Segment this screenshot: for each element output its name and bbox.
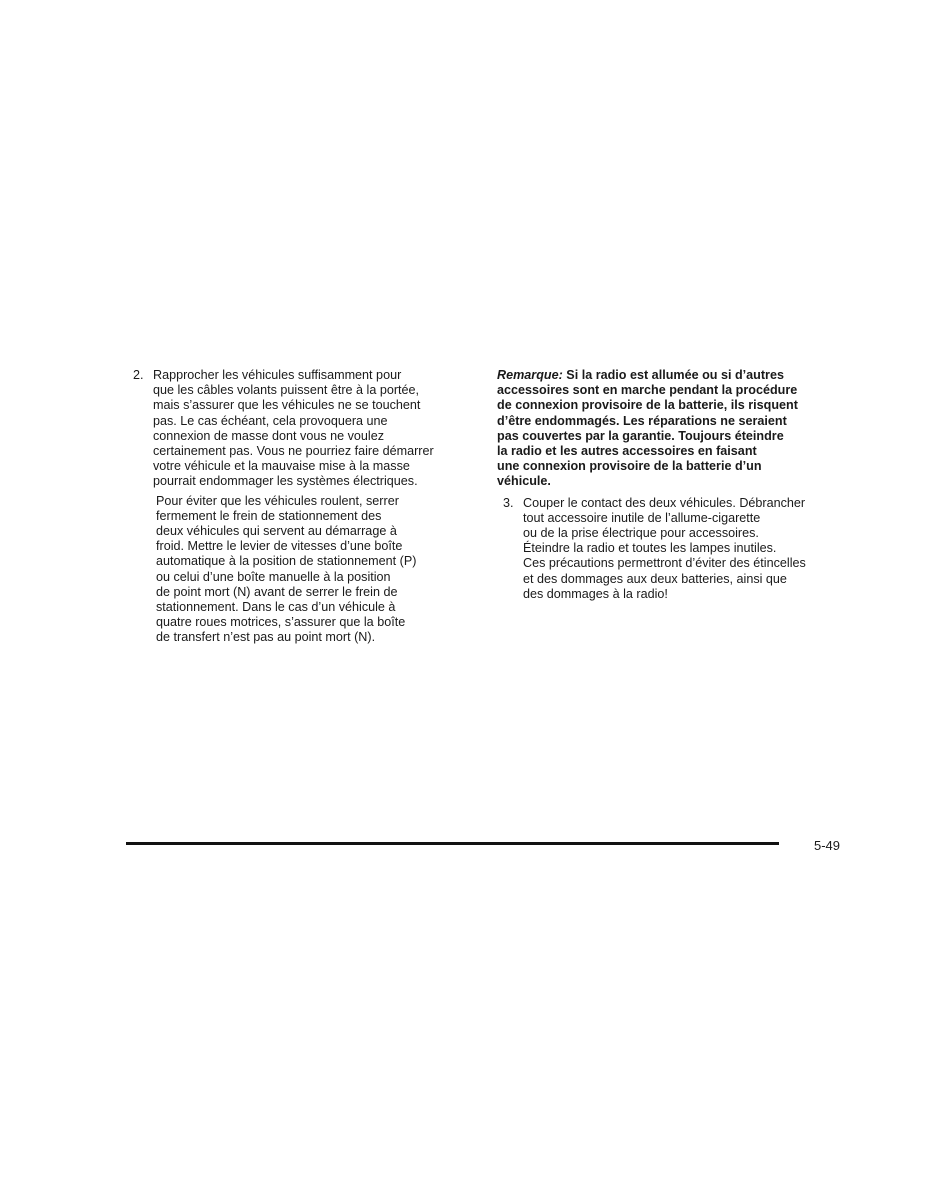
notice-block: [497, 368, 842, 490]
page-number: 5-49: [814, 838, 841, 853]
footer-rule: [126, 842, 779, 845]
list-item-2: [133, 368, 468, 490]
notice-label: Remarque:: [497, 368, 563, 382]
notice-text: Si la radio est allumée ou si d’autres accessoires sont en marche pendant la procédure de connexion provisoire de la batterie, ils risquent d’être endommagés. Les réparations ne seraient pas couvertes par la garantie. Toujours éteindre la radio et les autres accessoires en faisant une connexion provisoire de la batterie d’un véhicule.: [497, 368, 798, 489]
right-column: [497, 368, 842, 602]
list-item-text: Couper le contact des deux véhicules. Débrancher tout accessoire inutile de l’allume-cigarette ou de la prise électrique pour accessoires. Éteindre la radio et toutes les lampes inutiles. Ces précautions permettront d’éviter des étincelles et des dommages aux deux batteries, ainsi que des dommages à la radio!: [523, 495, 806, 601]
parking-brake-paragraph: Pour éviter que les véhicules roulent, serrer fermement le frein de stationnement des deux véhicules qui servent au démarrage à froid. Mettre le levier de vitesses d’une boîte automatique à la position de stationnement (P) ou celui d’une boîte manuelle à la position de point mort (N) avant de serrer le frein de stationnement. Dans le cas d’un véhicule à quatre roues motrices, s’assurer que la boîte de transfert n’est pas au point mort (N).: [156, 493, 417, 645]
list-item-text: Rapprocher les véhicules suffisamment pour que les câbles volants puissent être à la portée, mais s’assurer que les véhicules ne se touchent pas. Le cas échéant, cela provoquera une connexion de masse dont vous ne voulez certainement pas. Vous ne pourriez faire démarrer votre véhicule et la mauvaise mise à la masse pourrait endommager les systèmes électriques.: [153, 368, 434, 489]
list-number: 3.: [503, 495, 514, 510]
left-column: [133, 368, 468, 646]
list-item-3: [503, 496, 842, 602]
list-number: 2.: [133, 368, 144, 382]
